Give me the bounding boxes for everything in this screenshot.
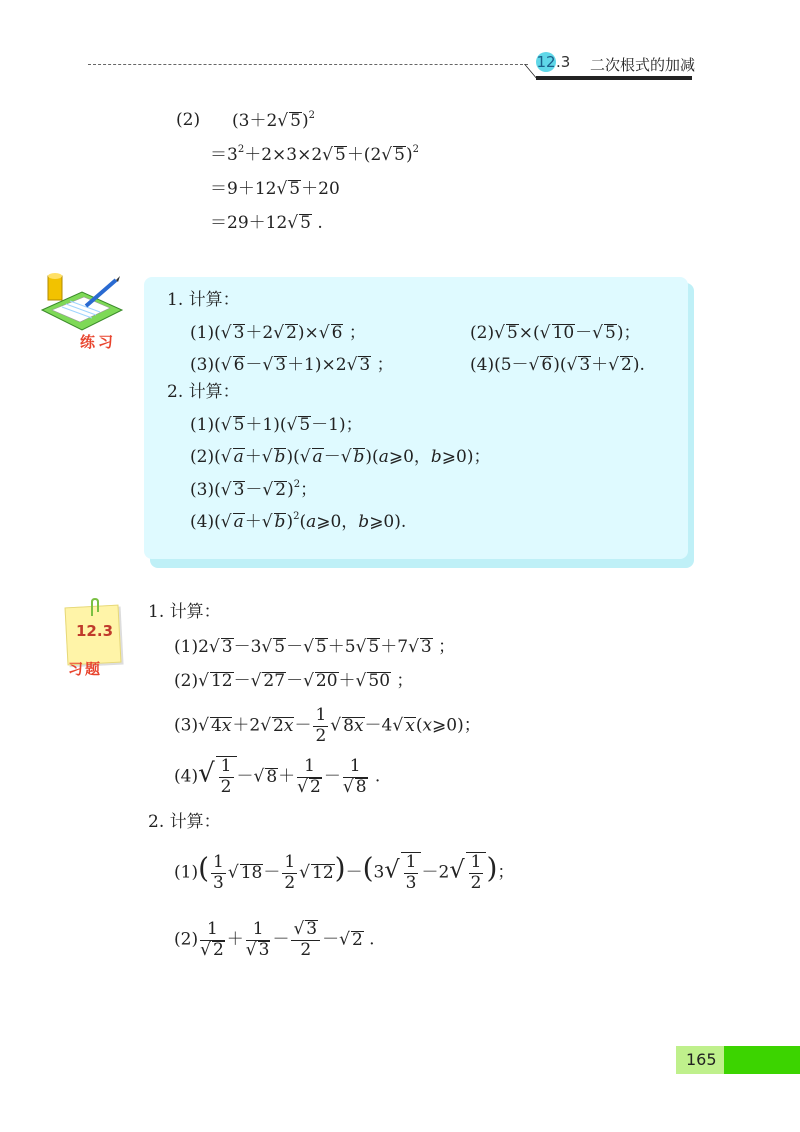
paperclip-icon xyxy=(88,598,102,618)
practice-q1-3: (3)(√ 6－√ 3＋1)×2√ 3 ； xyxy=(190,355,394,375)
example-line-1: (3＋2√ 5)$^2$ xyxy=(232,110,315,131)
page-number: 165 xyxy=(686,1050,717,1069)
example-line-3: ＝9＋12√ 5＋20 xyxy=(210,179,340,199)
exercise-q2-1: (1)( $\frac{1}{3}$ √ 18－ $\frac{1}{2}$ √ 12)－(3√ $\frac{1}{3}$ －2√ $\frac{1}{2}$ )； xyxy=(174,851,515,893)
practice-q2-title: 2. 计算： xyxy=(167,382,240,402)
practice-q1-2: (2)√ 5×(√ 10－√ 5)； xyxy=(470,323,641,343)
exercise-q1-1: (1)2√ 3－3√ 5－√ 5＋5√ 5＋7√ 3 ； xyxy=(174,637,456,657)
practice-q2-2: (2)(√ a＋√ b)(√ a－√ b)(a⩾0，b⩾0)； xyxy=(190,447,491,467)
practice-q2-4: (4)(√ a＋√ b)$^2$(a⩾0，b⩾0). xyxy=(190,511,407,532)
example-label: (2) xyxy=(176,110,201,130)
section-title: 二次根式的加减 xyxy=(590,56,696,74)
exercise-q1-2: (2)√ 12－√ 27－√ 20＋√ 50 ； xyxy=(174,671,414,691)
section-sub: .3 xyxy=(556,53,571,71)
practice-q2-3: (3)(√ 3－√ 2)$^2$； xyxy=(190,479,318,500)
practice-q1-4: (4)(5－√ 6)(√ 3＋√ 2). xyxy=(470,355,645,375)
practice-tag: 练习 xyxy=(80,333,117,351)
exercise-badge-text: 习题 xyxy=(68,660,103,678)
exercise-q1-title: 1. 计算： xyxy=(148,602,221,622)
header-underline-bar xyxy=(536,76,692,80)
section-circle-icon: 12 xyxy=(536,53,556,71)
exercise-badge-number: 12.3 xyxy=(76,622,114,640)
exercise-q2-title: 2. 计算： xyxy=(148,812,221,832)
header-dashed-rule xyxy=(88,64,528,65)
practice-q1-1: (1)(√ 3＋2√ 2)×√ 6 ； xyxy=(190,323,366,343)
practice-q2-1: (1)(√ 5＋1)(√ 5－1)； xyxy=(190,415,363,435)
exercise-q1-3: (3)√ 4x＋2√ 2x－ $\frac{1}{2}$ √ 8x－4√ x(x⩾0)； xyxy=(174,705,481,746)
section-number xyxy=(536,52,570,72)
practice-q1-title: 1. 计算： xyxy=(167,290,240,310)
exercise-q2-2: (2) $\frac{1}{√ 2}$ ＋ $\frac{1}{√ 3}$ － $\frac{√ 3}{2}$ －√ 2 . xyxy=(174,919,375,960)
exercise-q1-4: (4)√ $\frac{1}{2}$ －√ 8＋ $\frac{1}{√ 2}$ － $\frac{1}{√ 8}$ . xyxy=(174,756,381,797)
example-line-2: $=3^2+2\times 3\times 2√$ 5＋(2√ 5)$^2$ xyxy=(210,144,419,165)
example-line-4: ＝29＋12√ 5 . xyxy=(210,213,323,233)
page-number-bar xyxy=(724,1046,800,1074)
